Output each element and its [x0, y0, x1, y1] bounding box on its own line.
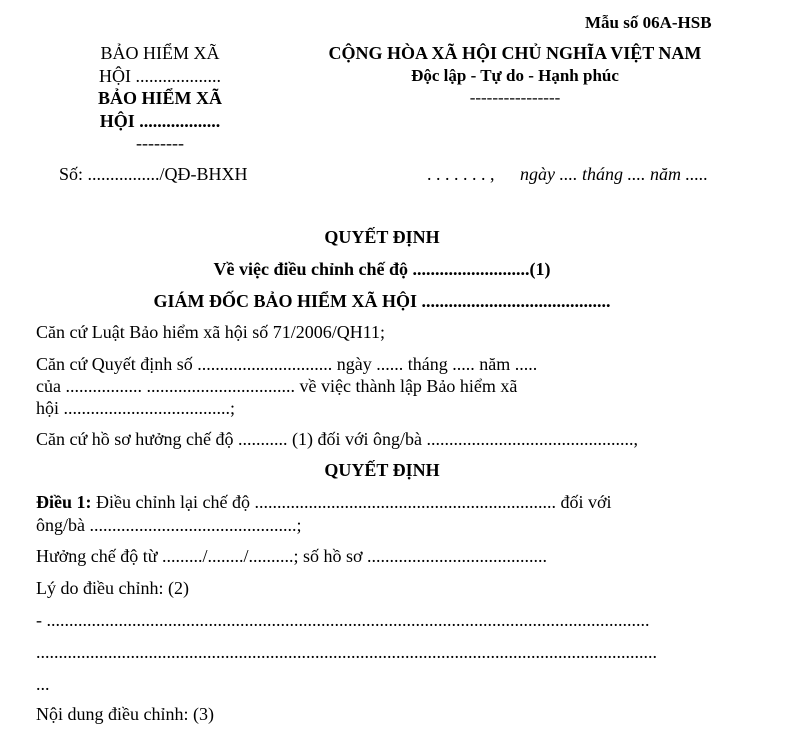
basis-decision-cont: của ................. ................................. về việc thành lập Bảo hiểm xã [36, 376, 518, 396]
agency-line-2: HỘI ................... [99, 66, 221, 86]
national-divider: ---------------- [469, 88, 561, 107]
agency-divider: -------- [136, 133, 184, 153]
agency-line-3: BẢO HIỂM XÃ [97, 88, 222, 108]
reason-label: Lý do điều chỉnh: (2) [36, 578, 189, 598]
document-title: QUYẾT ĐỊNH [324, 227, 440, 247]
national-title: CỘNG HÒA XÃ HỘI CHỦ NGHĨA VIỆT NAM [328, 43, 702, 63]
basis-dossier: Căn cứ hồ sơ hưởng chế độ ........... (1) đối với ông/bà .............................................., [36, 429, 639, 449]
national-motto: Độc lập - Tự do - Hạnh phúc [411, 66, 619, 85]
decision-heading: QUYẾT ĐỊNH [324, 460, 440, 480]
basis-decision: Căn cứ Quyết định số .............................. ngày ...... tháng ..... năm ..... [36, 354, 538, 374]
document-subject: Về việc điều chỉnh chế độ ..........................(1) [213, 259, 551, 279]
reason-line-2: .......................................................................................................................................... [36, 642, 657, 662]
benefit-from: Hưởng chế độ từ ........./......../..........; số hồ sơ ........................................ [36, 546, 548, 566]
basis-law: Căn cứ Luật Bảo hiểm xã hội số 71/2006/QH11; [36, 322, 386, 342]
place-placeholder: . . . . . . . , [427, 164, 495, 184]
content-label: Nội dung điều chỉnh: (3) [36, 704, 214, 724]
article-1-label: Điều 1: [36, 492, 92, 512]
agency-line-1: BẢO HIỂM XÃ [100, 43, 220, 63]
date-line: ngày .... tháng .... năm ..... [520, 164, 708, 184]
article-1 [36, 492, 611, 513]
agency-line-4: HỘI .................. [99, 111, 221, 131]
reason-line-1: - ...................................................................................................................................... [36, 610, 650, 630]
issuer-title: GIÁM ĐỐC BẢO HIỂM XÃ HỘI .......................................... [153, 291, 611, 311]
decision-number: Số: ................/QĐ-BHXH [59, 164, 248, 184]
form-code: Mẫu số 06A-HSB [585, 13, 712, 32]
basis-decision-end: hội .....................................; [36, 398, 236, 418]
reason-ellipsis: ... [36, 674, 50, 694]
article-1-text: Điều chỉnh lại chế độ ................................................................... đối với [91, 492, 612, 512]
article-1-person: ông/bà ..............................................; [36, 515, 302, 535]
